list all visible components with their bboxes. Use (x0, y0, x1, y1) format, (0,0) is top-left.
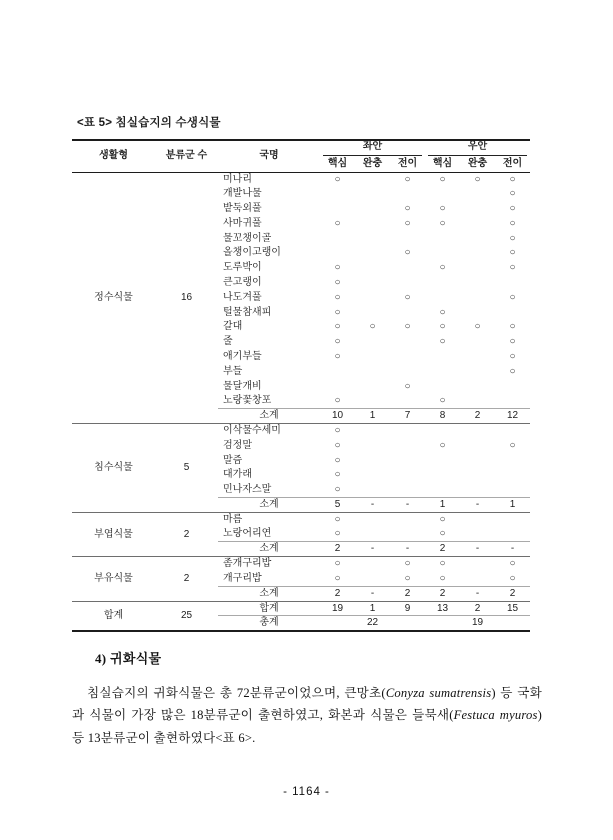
presence-circle: ○ (425, 512, 460, 527)
subtotal-value-cell: - (355, 498, 390, 513)
presence-circle: ○ (509, 262, 516, 274)
taxa-count-cell: 2 (155, 557, 218, 601)
presence-empty (390, 527, 425, 542)
presence-empty (320, 202, 355, 217)
presence-circle: ○ (404, 572, 411, 584)
species-name-cell: 올챙이고랭이 (223, 247, 281, 259)
presence-empty (425, 364, 460, 379)
species-row (72, 557, 530, 572)
presence-empty (460, 216, 495, 231)
presence-circle: ○ (509, 321, 516, 333)
presence-empty (460, 261, 495, 276)
subtotal-label: 소계 (218, 542, 320, 557)
paragraph-text: 침실습지의 귀화식물은 총 72분류군이었으며, 큰망초( (87, 686, 386, 700)
presence-empty (355, 290, 390, 305)
left-bank-label: 좌안 (323, 142, 422, 156)
presence-circle: ○ (334, 306, 341, 318)
life-form-cell: 침수식물 (72, 424, 155, 513)
presence-circle: ○ (509, 350, 516, 362)
presence-circle: ○ (334, 572, 341, 584)
subtotal-label: 소계 (218, 586, 320, 601)
subtotal-value-cell: 10 (320, 409, 355, 424)
paragraph-text: ) 등 13분류군이 출현하였다<표 6>. (72, 708, 542, 745)
presence-empty (460, 364, 495, 379)
total-sum-value-cell: 19 (320, 601, 355, 616)
species-row (72, 512, 530, 527)
presence-empty (460, 527, 495, 542)
scientific-name: Conyza sumatrensis (385, 686, 492, 700)
presence-circle: ○ (509, 247, 516, 259)
presence-circle: ○ (474, 321, 481, 333)
presence-empty (425, 453, 460, 468)
table-header (72, 140, 530, 172)
presence-circle: ○ (334, 469, 341, 481)
species-name-cell: 미나리 (223, 173, 252, 185)
table-caption: <표 5> 침실습지의 수생식물 (77, 117, 221, 129)
presence-circle: ○ (320, 512, 355, 527)
species-name-cell: 애기부들 (223, 350, 262, 362)
presence-circle: ○ (439, 439, 446, 451)
presence-circle: ○ (334, 321, 341, 333)
presence-empty (355, 438, 390, 453)
presence-empty (355, 246, 390, 261)
presence-empty (390, 305, 425, 320)
presence-circle: ○ (425, 557, 460, 572)
subtotal-value-cell: 2 (320, 542, 355, 557)
presence-empty (425, 424, 460, 439)
presence-circle: ○ (334, 291, 341, 303)
subtotal-value-cell: 7 (390, 409, 425, 424)
presence-circle: ○ (404, 247, 411, 259)
species-row (72, 424, 530, 439)
life-form-cell: 부엽식물 (72, 512, 155, 556)
grand-total-label: 총계 (218, 616, 320, 631)
subtotal-value-cell: - (390, 498, 425, 513)
col-header-buffer-right: 완충 (460, 156, 495, 172)
presence-empty (460, 187, 495, 202)
species-name-cell: 민나자스말 (223, 483, 272, 495)
species-name-cell: 사마귀풀 (223, 217, 262, 229)
species-name-cell: 말즘 (223, 454, 243, 466)
header-row-1 (72, 140, 530, 156)
presence-empty (460, 246, 495, 261)
presence-empty (460, 557, 495, 572)
presence-circle: ○ (334, 483, 341, 495)
species-name-cell: 개발나물 (223, 188, 262, 200)
total-taxa-count-cell: 25 (155, 601, 218, 631)
presence-empty (495, 394, 530, 409)
presence-circle: ○ (439, 336, 446, 348)
presence-circle: ○ (509, 217, 516, 229)
presence-circle: ○ (404, 380, 411, 392)
species-name-cell: 좀개구리밥 (218, 557, 320, 572)
col-header-core-right: 핵심 (425, 156, 460, 172)
total-life-form-cell: 합계 (72, 601, 155, 631)
subtotal-value-cell: 2 (425, 586, 460, 601)
presence-empty (425, 276, 460, 291)
presence-circle: ○ (404, 291, 411, 303)
presence-circle: ○ (404, 173, 411, 185)
subtotal-value-cell: 1 (355, 409, 390, 424)
total-sum-value-cell: 13 (425, 601, 460, 616)
presence-circle: ○ (334, 454, 341, 466)
presence-circle: ○ (509, 291, 516, 303)
presence-empty (460, 453, 495, 468)
subtotal-value-cell: 1 (495, 498, 530, 513)
presence-empty (390, 438, 425, 453)
presence-circle: ○ (509, 365, 516, 377)
total-sum-value-cell: 2 (460, 601, 495, 616)
presence-empty (355, 202, 390, 217)
species-name-cell: 마름 (218, 512, 320, 527)
presence-circle: ○ (439, 528, 446, 540)
presence-circle: ○ (509, 336, 516, 348)
col-header-buffer-left: 완충 (355, 156, 390, 172)
presence-circle: ○ (404, 202, 411, 214)
col-header-life-form: 생활형 (72, 140, 155, 172)
presence-empty (355, 305, 390, 320)
presence-empty (320, 379, 355, 394)
species-name-cell: 줄 (223, 336, 233, 348)
presence-circle: ○ (509, 232, 516, 244)
subtotal-value-cell: - (390, 542, 425, 557)
species-name-cell: 부들 (223, 365, 243, 377)
col-header-right-bank (425, 140, 530, 156)
presence-empty (425, 231, 460, 246)
species-name-cell: 물달개비 (223, 380, 262, 392)
presence-empty (425, 187, 460, 202)
subtotal-value-cell: 2 (320, 586, 355, 601)
presence-empty (390, 187, 425, 202)
presence-empty (390, 335, 425, 350)
presence-circle: ○ (369, 321, 376, 333)
subtotal-value-cell: 2 (390, 586, 425, 601)
subtotal-value-cell: 5 (320, 498, 355, 513)
col-header-korean-name: 국명 (218, 140, 320, 172)
presence-empty (425, 379, 460, 394)
presence-empty (355, 261, 390, 276)
presence-circle: ○ (334, 173, 341, 185)
presence-empty (495, 468, 530, 483)
presence-empty (460, 335, 495, 350)
subtotal-value-cell: - (460, 498, 495, 513)
presence-empty (390, 364, 425, 379)
presence-circle: ○ (474, 173, 481, 185)
presence-empty (390, 261, 425, 276)
presence-empty (460, 424, 495, 439)
presence-empty (495, 305, 530, 320)
presence-circle: ○ (439, 395, 446, 407)
presence-empty (495, 527, 530, 542)
presence-empty (355, 187, 390, 202)
presence-empty (355, 527, 390, 542)
life-form-cell: 정수식물 (94, 291, 133, 303)
presence-circle: ○ (334, 395, 341, 407)
presence-empty (355, 335, 390, 350)
taxa-count-cell: 2 (155, 512, 218, 556)
presence-circle: ○ (334, 439, 341, 451)
subtotal-value-cell: - (355, 542, 390, 557)
presence-empty (355, 350, 390, 365)
scientific-name: Festuca myuros (453, 708, 538, 723)
presence-empty (390, 453, 425, 468)
presence-empty (390, 424, 425, 439)
total-sum-value-cell: 1 (355, 601, 390, 616)
presence-circle: ○ (509, 572, 516, 584)
presence-empty (495, 512, 530, 527)
presence-circle: ○ (320, 557, 355, 572)
presence-empty (355, 557, 390, 572)
species-name-cell: 대가래 (223, 469, 252, 481)
presence-empty (390, 276, 425, 291)
presence-empty (355, 172, 390, 187)
presence-circle: ○ (495, 557, 530, 572)
section-naturalized-plants (72, 648, 542, 749)
col-header-transition-right: 전이 (495, 156, 530, 172)
life-form-cell: 부유식물 (72, 557, 155, 601)
presence-circle: ○ (404, 217, 411, 229)
subtotal-value-cell: 2 (495, 586, 530, 601)
presence-empty (460, 276, 495, 291)
presence-empty (355, 572, 390, 587)
presence-empty (495, 424, 530, 439)
section-heading: 4) 귀화식물 (95, 651, 162, 666)
presence-empty (460, 290, 495, 305)
presence-empty (425, 246, 460, 261)
total-sum-label: 합계 (218, 601, 320, 616)
presence-empty (460, 202, 495, 217)
subtotal-value-cell: 12 (495, 409, 530, 424)
presence-empty (495, 276, 530, 291)
presence-circle: ○ (439, 173, 446, 185)
species-name-cell: 물꼬챙이골 (223, 232, 272, 244)
col-header-left-bank (320, 140, 425, 156)
species-name-cell: 밭둑외풀 (223, 202, 262, 214)
presence-empty (320, 246, 355, 261)
presence-empty (390, 231, 425, 246)
subtotal-value-cell: 1 (425, 498, 460, 513)
presence-circle: ○ (334, 262, 341, 274)
presence-circle: ○ (509, 439, 516, 451)
presence-empty (390, 468, 425, 483)
presence-circle: ○ (334, 350, 341, 362)
presence-empty (355, 468, 390, 483)
col-header-transition-left: 전이 (390, 156, 425, 172)
presence-circle: ○ (509, 188, 516, 200)
presence-empty (460, 572, 495, 587)
presence-empty (390, 394, 425, 409)
page-number: - 1164 - (283, 786, 330, 798)
presence-empty (495, 379, 530, 394)
subtotal-value-cell: 2 (460, 409, 495, 424)
subtotal-value-cell: - (355, 586, 390, 601)
species-name-cell: 노랑꽃창포 (223, 395, 272, 407)
presence-empty (460, 512, 495, 527)
species-name-cell: 나도겨풀 (223, 291, 262, 303)
total-sum-row (72, 601, 530, 616)
presence-empty (355, 379, 390, 394)
total-sum-value-cell: 9 (390, 601, 425, 616)
species-name-cell: 이삭물수세미 (218, 424, 320, 439)
species-name-cell: 털물참새피 (223, 306, 272, 318)
presence-empty (425, 483, 460, 498)
presence-empty (460, 231, 495, 246)
presence-circle: ○ (439, 262, 446, 274)
col-header-core-left: 핵심 (320, 156, 355, 172)
presence-empty (355, 276, 390, 291)
species-name-cell: 갈대 (223, 321, 243, 333)
presence-empty (390, 350, 425, 365)
presence-empty (320, 231, 355, 246)
presence-empty (460, 350, 495, 365)
presence-empty (460, 305, 495, 320)
species-name-cell: 도루박이 (223, 262, 262, 274)
subtotal-value-cell: - (460, 586, 495, 601)
presence-circle: ○ (439, 321, 446, 333)
presence-circle: ○ (439, 306, 446, 318)
presence-empty (390, 483, 425, 498)
presence-empty (460, 379, 495, 394)
presence-empty (355, 424, 390, 439)
presence-circle: ○ (334, 336, 341, 348)
presence-empty (355, 231, 390, 246)
presence-circle: ○ (320, 424, 355, 439)
subtotal-label: 소계 (218, 409, 320, 424)
presence-empty (460, 438, 495, 453)
presence-circle: ○ (390, 557, 425, 572)
right-bank-label: 우안 (428, 142, 527, 156)
species-name-cell: 검정말 (223, 439, 252, 451)
subtotal-value-cell: - (495, 542, 530, 557)
subtotal-label: 소계 (218, 498, 320, 513)
presence-empty (320, 187, 355, 202)
presence-empty (355, 483, 390, 498)
presence-empty (495, 453, 530, 468)
presence-empty (460, 394, 495, 409)
species-row (72, 172, 530, 187)
presence-empty (495, 483, 530, 498)
subtotal-value-cell: - (460, 542, 495, 557)
grand-total-right-bank: 19 (425, 616, 530, 631)
presence-circle: ○ (334, 528, 341, 540)
presence-empty (425, 290, 460, 305)
presence-circle: ○ (334, 276, 341, 288)
presence-circle: ○ (404, 321, 411, 333)
presence-circle: ○ (439, 202, 446, 214)
presence-circle: ○ (509, 202, 516, 214)
presence-circle: ○ (439, 217, 446, 229)
presence-empty (425, 468, 460, 483)
species-name-cell: 큰고랭이 (223, 276, 262, 288)
paragraph-text: ) 등 국화과 식물이 가장 많은 18분류군이 출현하였고, 화본과 식물은 들묵새( (72, 686, 542, 723)
presence-empty (460, 468, 495, 483)
species-name-cell: 노랑어리연 (223, 528, 272, 540)
presence-empty (390, 512, 425, 527)
presence-empty (355, 394, 390, 409)
presence-empty (355, 364, 390, 379)
subtotal-value-cell: 2 (425, 542, 460, 557)
taxa-count-cell: 16 (180, 291, 193, 303)
presence-circle: ○ (509, 173, 516, 185)
presence-empty (320, 364, 355, 379)
subtotal-value-cell: 8 (425, 409, 460, 424)
total-sum-value-cell: 15 (495, 601, 530, 616)
aquatic-plants-table (72, 139, 530, 632)
presence-empty (460, 483, 495, 498)
presence-empty (355, 453, 390, 468)
species-name-cell: 개구리밥 (223, 572, 262, 584)
presence-circle: ○ (439, 572, 446, 584)
presence-circle: ○ (334, 217, 341, 229)
grand-total-left-bank: 22 (320, 616, 425, 631)
col-header-taxa-count: 분류군 수 (155, 140, 218, 172)
presence-empty (425, 350, 460, 365)
body-paragraph (72, 682, 542, 749)
table-body (72, 172, 530, 631)
presence-empty (355, 216, 390, 231)
taxa-count-cell: 5 (155, 424, 218, 513)
presence-empty (355, 512, 390, 527)
